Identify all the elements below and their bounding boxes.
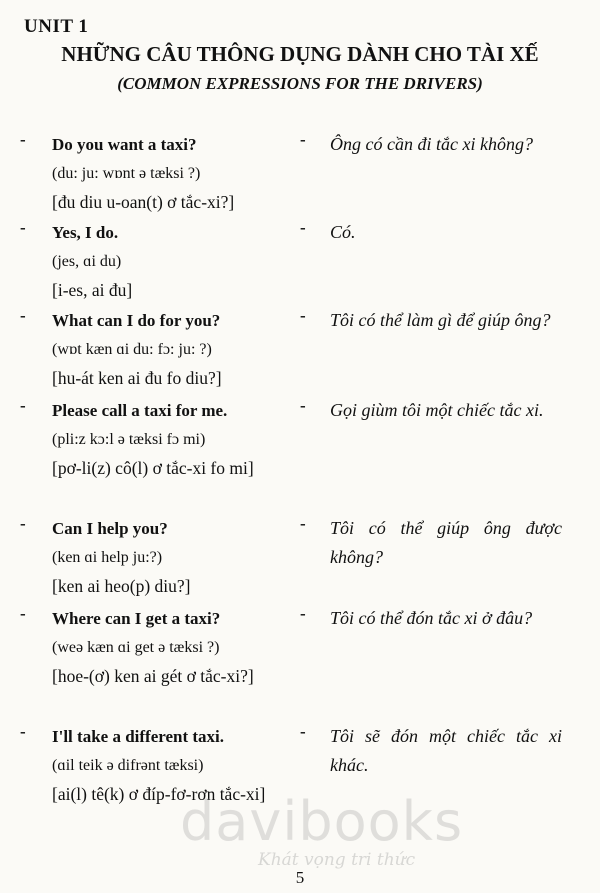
- bullet-dash: -: [300, 514, 306, 533]
- vietnamese-pronunciation: [pơ-li(z) cô(l) ơ tắc-xi fo mi]: [52, 458, 254, 478]
- page-subtitle: (COMMON EXPRESSIONS FOR THE DRIVERS): [117, 74, 483, 93]
- ipa-pronunciation: (jes, ɑi du): [52, 253, 122, 270]
- ipa-pronunciation: (pli:z kɔ:l ə tæksi fɔ mi): [52, 431, 206, 448]
- english-phrase: What can I do for you?: [52, 311, 221, 330]
- bullet-dash: -: [20, 218, 26, 237]
- bullet-dash: -: [300, 604, 306, 623]
- bullet-dash: -: [20, 514, 26, 533]
- ipa-pronunciation: (ken ɑi help ju:?): [52, 549, 163, 566]
- page-title: NHỮNG CÂU THÔNG DỤNG DÀNH CHO TÀI XẾ: [61, 42, 539, 66]
- vietnamese-pronunciation: [hoe-(ơ) ken ai gét ơ tắc-xi?]: [52, 666, 254, 686]
- watermark-slogan: Khát vọng tri thức: [258, 850, 416, 870]
- vietnamese-translation: Tôi có thể làm gì để giúp ông?: [330, 310, 551, 330]
- vietnamese-translation: Có.: [330, 222, 356, 242]
- vietnamese-translation: Gọi giùm tôi một chiếc tắc xi.: [330, 400, 544, 420]
- vietnamese-pronunciation: [ai(l) tê(k) ơ đíp-fơ-rơn tắc-xi]: [52, 784, 266, 804]
- vietnamese-pronunciation: [ken ai heo(p) diu?]: [52, 576, 191, 596]
- vietnamese-translation: Tôi có thể giúp ông được không?: [330, 518, 562, 567]
- vietnamese-translation: Ông có cần đi tắc xi không?: [330, 134, 533, 154]
- watermark-logo: davibooks: [180, 790, 464, 853]
- bullet-dash: -: [300, 130, 306, 149]
- vietnamese-translation: Tôi có thể đón tắc xi ở đâu?: [330, 608, 533, 628]
- bullet-dash: -: [20, 604, 26, 623]
- vietnamese-pronunciation: [hu-át ken ai đu fo diu?]: [52, 368, 222, 388]
- bullet-dash: -: [300, 218, 306, 237]
- vietnamese-translation: Tôi sẽ đón một chiếc tắc xi khác.: [330, 726, 562, 775]
- english-block: [52, 130, 292, 217]
- english-block: [52, 218, 292, 305]
- english-block: [52, 514, 292, 601]
- bullet-dash: -: [300, 306, 306, 325]
- english-phrase: Can I help you?: [52, 519, 168, 538]
- bullet-dash: -: [20, 130, 26, 149]
- english-block: [52, 396, 288, 483]
- english-block: [52, 604, 288, 691]
- vietnamese-pronunciation: [đu diu u-oan(t) ơ tắc-xi?]: [52, 192, 235, 212]
- bullet-dash: -: [20, 306, 26, 325]
- english-block: [52, 306, 292, 393]
- english-phrase: Where can I get a taxi?: [52, 609, 221, 628]
- english-phrase: I'll take a different taxi.: [52, 727, 225, 746]
- bullet-dash: -: [300, 722, 306, 741]
- ipa-pronunciation: (wɒt kæn ɑi du: fɔ: ju: ?): [52, 341, 212, 358]
- bullet-dash: -: [20, 396, 26, 415]
- vietnamese-pronunciation: [i-es, ai đu]: [52, 280, 133, 300]
- english-phrase: Please call a taxi for me.: [52, 401, 228, 420]
- page-number: 5: [295, 868, 305, 887]
- ipa-pronunciation: (weə kæn ɑi get ə tæksi ?): [52, 639, 220, 656]
- bullet-dash: -: [300, 396, 306, 415]
- ipa-pronunciation: (du: ju: wɒnt ə tæksi ?): [52, 165, 201, 182]
- bullet-dash: -: [20, 722, 26, 741]
- ipa-pronunciation: (ɑil teik ə difrənt tæksi): [52, 757, 204, 774]
- english-phrase: Do you want a taxi?: [52, 135, 197, 154]
- unit-label: UNIT 1: [24, 16, 89, 37]
- english-phrase: Yes, I do.: [52, 223, 119, 242]
